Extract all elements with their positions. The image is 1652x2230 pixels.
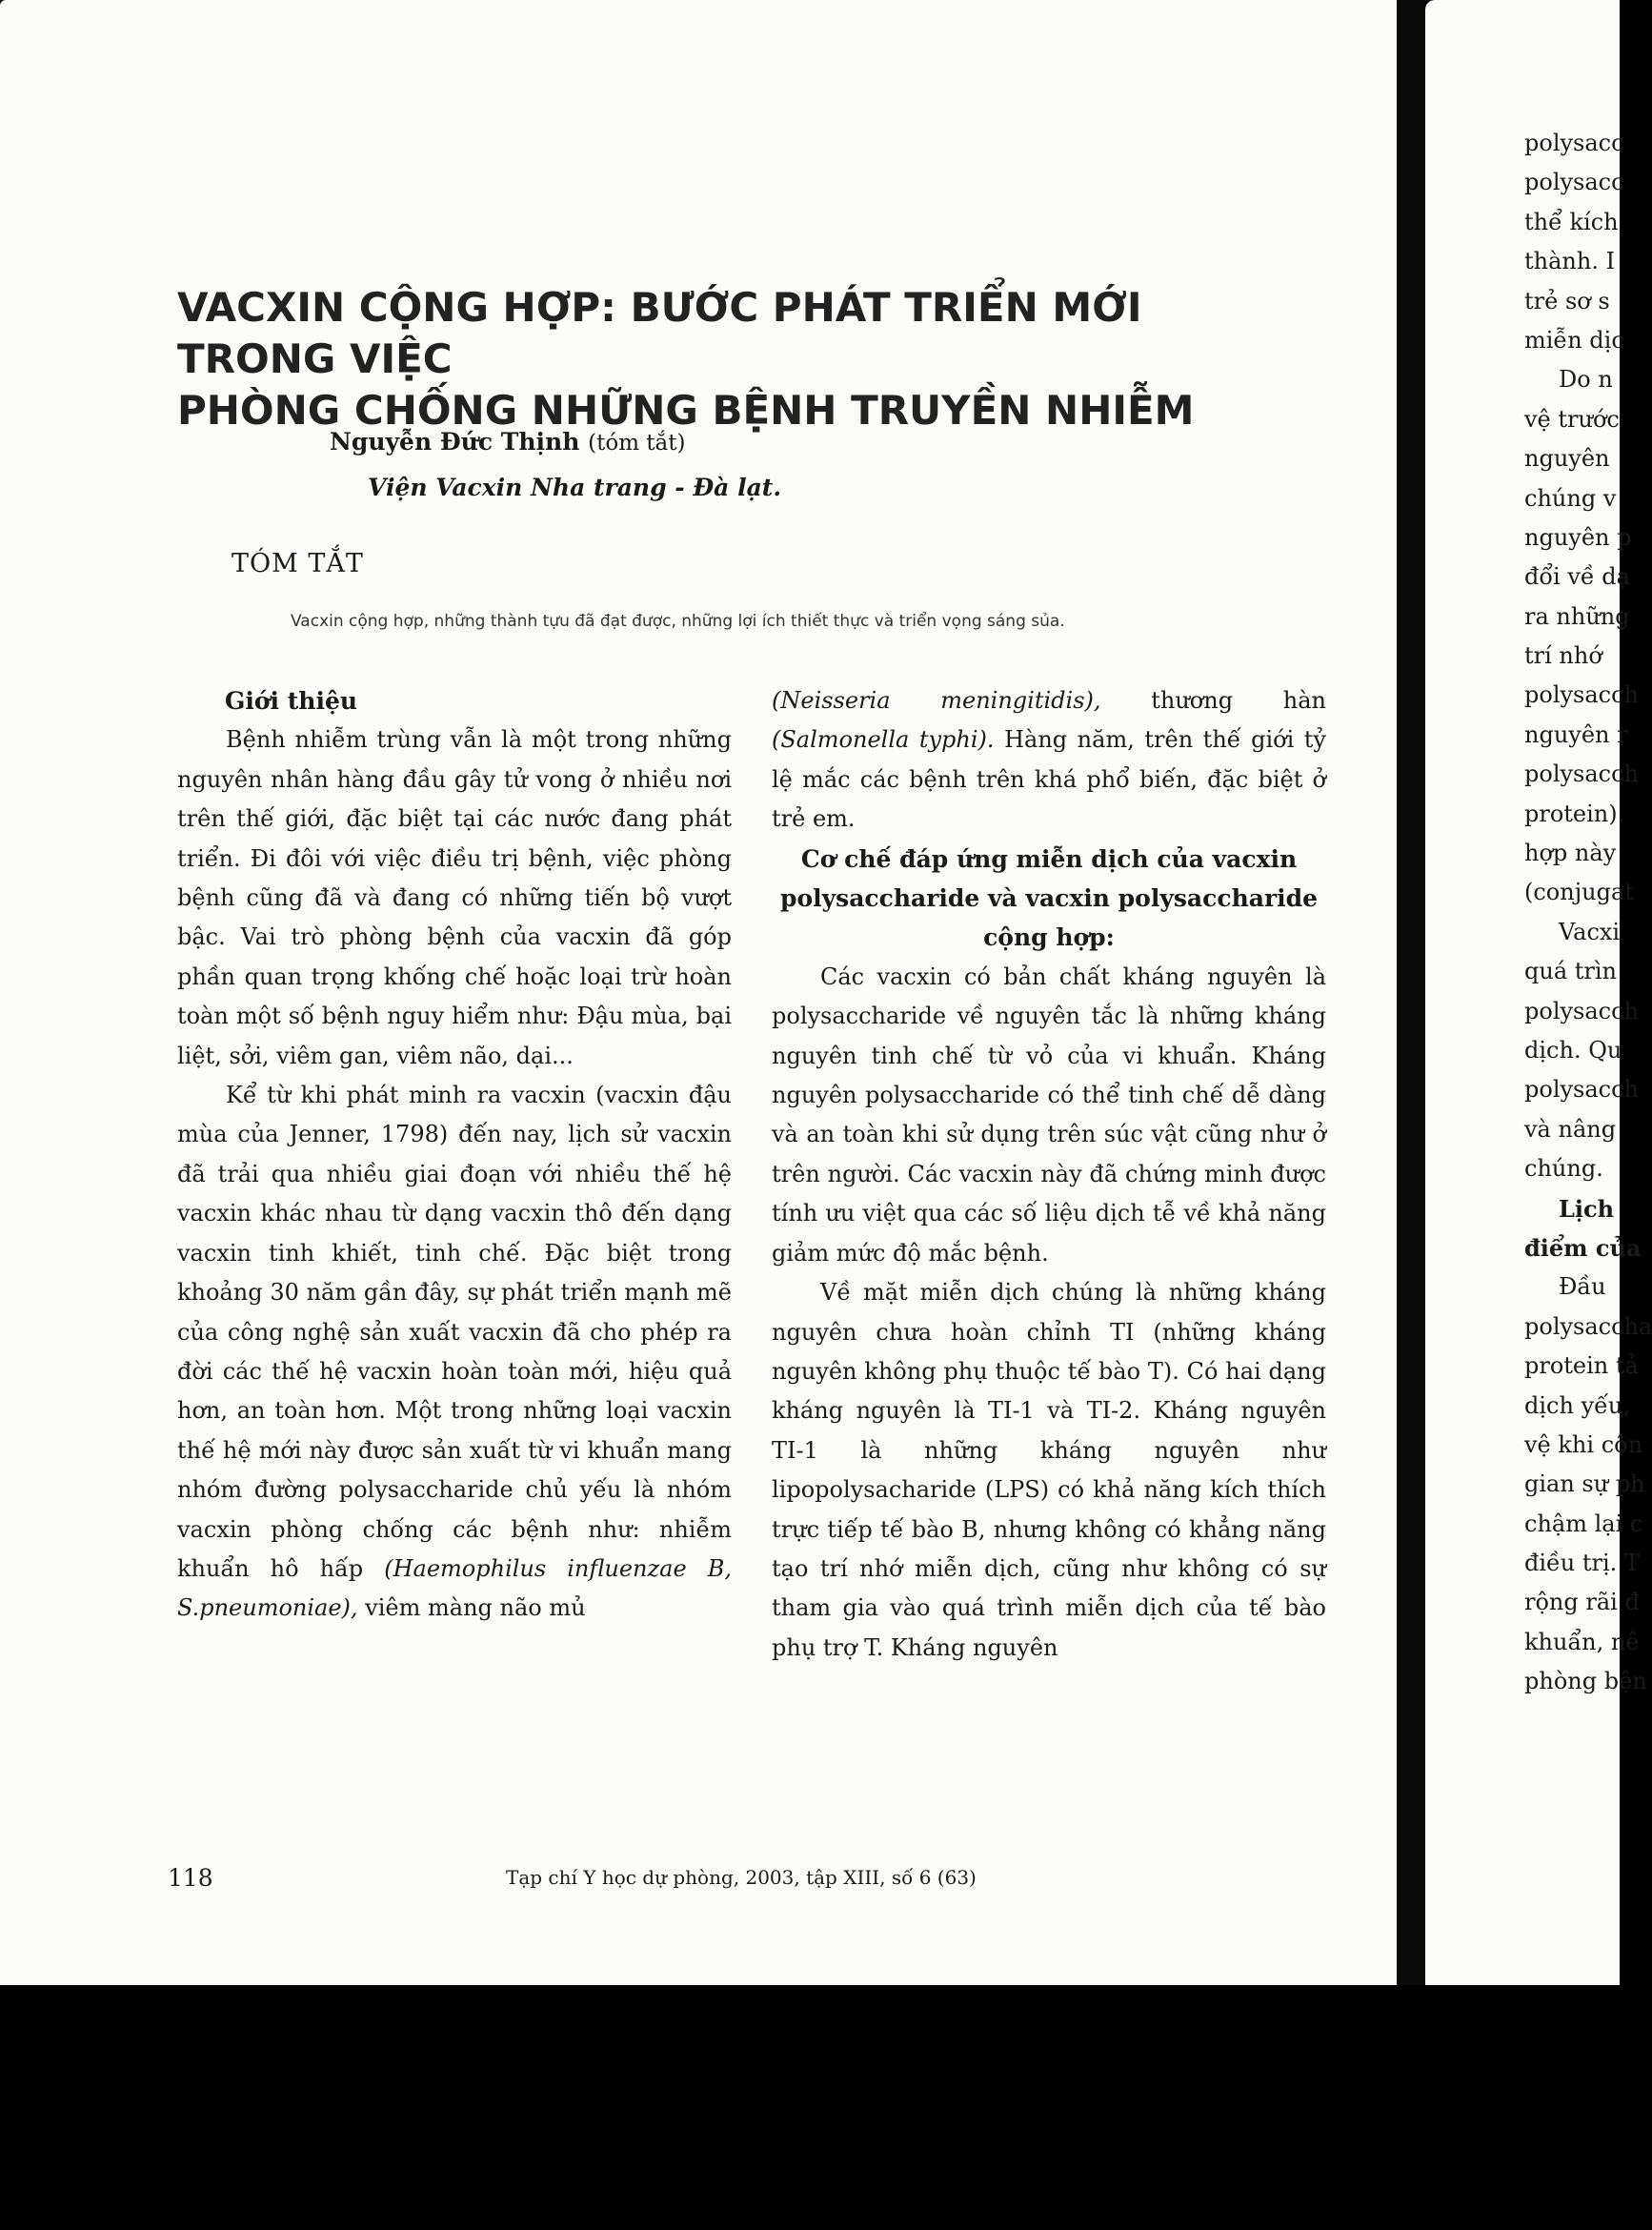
text-fragment: protein tả bbox=[1524, 1352, 1639, 1380]
text-fragment: chậm lại c bbox=[1524, 1510, 1643, 1537]
text-fragment: gian sự ph bbox=[1524, 1470, 1645, 1498]
text-fragment: khuẩn, nê bbox=[1524, 1628, 1640, 1655]
text-fragment: thể kích bbox=[1524, 208, 1619, 235]
species-name: (Salmonella typhi). bbox=[772, 726, 995, 754]
text-fragment: chúng v bbox=[1524, 484, 1617, 512]
text-fragment: polysacc bbox=[1524, 169, 1624, 196]
text-fragment: dịch yếu, bbox=[1524, 1391, 1630, 1419]
left-column bbox=[177, 681, 732, 1629]
text-fragment: chúng. bbox=[1524, 1155, 1603, 1183]
affiliation: Viện Vacxin Nha trang - Đà lạt. bbox=[368, 474, 782, 501]
text-fragment: điều trị. T bbox=[1524, 1550, 1640, 1577]
text-fragment: miễn dịc bbox=[1524, 326, 1624, 354]
paragraph-text: viêm màng não mủ bbox=[357, 1594, 586, 1622]
text-fragment: phòng bện bbox=[1524, 1668, 1647, 1695]
text-fragment: Do n bbox=[1559, 366, 1613, 394]
section-heading-mechanism: Cơ chế đáp ứng miễn dịch của vacxin polysaccharide và vacxin polysaccharide cộng hợp: bbox=[779, 844, 1318, 952]
paragraph-text: thương hàn bbox=[1100, 687, 1327, 714]
paragraph bbox=[177, 1076, 732, 1629]
text-fragment: polysacch bbox=[1524, 681, 1640, 709]
right-page bbox=[1425, 0, 1652, 1985]
text-fragment: ra những bbox=[1524, 602, 1630, 630]
abstract-text: Vacxin cộng hợp, những thành tựu đã đạt được, những lợi ích thiết thực và triển vọng sáng sủa. bbox=[291, 612, 1065, 631]
text-fragment: Đầu bbox=[1559, 1273, 1606, 1301]
journal-citation: Tạp chí Y học dự phòng, 2003, tập XIII, số 6 (63) bbox=[506, 1866, 977, 1889]
author-name bbox=[330, 428, 685, 456]
paragraph-text: Kể từ khi phát minh ra vacxin (vacxin đậu mùa của Jenner, 1798) đến nay, lịch sử vacxin đã trải qua nhiều giai đoạn với nhiều thế hệ vacxin khác nhau từ dạng vacxin thô đến dạng vacxin tinh khiết, tinh chế. Đặc biệt trong khoảng 30 năm gần đây, sự phát triển mạnh mẽ của công nghệ sản xuất vacxin đã cho phép ra đời các thế hệ vacxin hoàn toàn mới, hiệu quả hơn, an toàn hơn. Một trong những loại vacxin thế hệ mới này được sản xuất từ vi khuẩn mang nhóm đường polysaccharide chủ yếu là nhóm vacxin phòng chống các bệnh như: nhiễm khuẩn hô hấp bbox=[177, 1082, 732, 1582]
text-fragment: điểm của bbox=[1524, 1233, 1642, 1262]
middle-column bbox=[772, 681, 1326, 1668]
right-column-fragments bbox=[1524, 124, 1652, 1702]
title-line-2: PHÒNG CHỐNG NHỮNG BỆNH TRUYỀN NHIỄM bbox=[177, 387, 1195, 434]
paragraph: Các vacxin có bản chất kháng nguyên là polysaccharide về nguyên tắc là những kháng nguyên tinh chế từ vỏ của vi khuẩn. Kháng nguyên polysaccharide có thể tinh chế dễ dàng và an toàn khi sử dụng trên súc vật cũng như ở trên người. Các vacxin này đã chứng minh được tính ưu việt qua các số liệu dịch tễ về khả năng giảm mức độ mắc bệnh. bbox=[772, 963, 1326, 1267]
text-fragment: vệ khi cộn bbox=[1524, 1430, 1643, 1458]
text-fragment: vệ trước bbox=[1524, 405, 1620, 433]
author-note: (tóm tắt) bbox=[588, 431, 686, 456]
abstract-heading: TÓM TẮT bbox=[232, 549, 364, 578]
article-title bbox=[177, 282, 1301, 436]
text-fragment: nguyên r bbox=[1524, 720, 1628, 748]
page-gutter bbox=[1397, 0, 1425, 1985]
species-names: (Haemophilus influenzae B, S.pneumoniae), bbox=[177, 1554, 732, 1622]
text-fragment: polysaccha bbox=[1524, 1312, 1652, 1340]
title-line-1: VACXIN CỘNG HỢP: BƯỚC PHÁT TRIỂN MỚI TRONG VIỆC bbox=[177, 284, 1142, 382]
page-number: 118 bbox=[168, 1864, 213, 1892]
text-fragment: rộng rãi đ bbox=[1524, 1589, 1640, 1616]
text-fragment: dịch. Qu bbox=[1524, 1036, 1622, 1064]
paragraph bbox=[772, 681, 1326, 840]
text-fragment: polysacc bbox=[1524, 130, 1624, 156]
species-name: (Neisseria meningitidis), bbox=[772, 687, 1101, 714]
text-fragment: (conjugat bbox=[1524, 879, 1634, 906]
paragraph: Về mặt miễn dịch chúng là những kháng nguyên chưa hoàn chỉnh TI (những kháng nguyên không phụ thuộc tế bào T). Có hai dạng kháng nguyên là TI-1 và TI-2. Kháng nguyên TI-1 là những kháng nguyên như lipopolysacharide (LPS) có khả năng kích thích trực tiếp tế bào B, nhưng không có khẳng năng tạo trí nhớ miễn dịch, cũng như không có sự tham gia vào quá trình miễn dịch của tế bào phụ trợ T. Kháng nguyên bbox=[772, 1279, 1326, 1661]
text-fragment: nguyên p bbox=[1524, 523, 1632, 551]
section-heading-intro: Giới thiệu bbox=[225, 687, 358, 715]
text-fragment: nguyên bbox=[1524, 445, 1610, 473]
text-fragment: quá trìn bbox=[1524, 958, 1618, 985]
text-fragment: thành. I bbox=[1524, 248, 1616, 275]
text-fragment: đổi về dạ bbox=[1524, 563, 1630, 591]
text-fragment: trí nhớ bbox=[1524, 642, 1602, 670]
text-fragment: protein). bbox=[1524, 800, 1625, 827]
text-fragment: polysacch bbox=[1524, 760, 1640, 788]
text-fragment: Vacxi bbox=[1559, 918, 1621, 945]
paragraph-text: Hàng năm, trên thế giới tỷ lệ mắc các bệnh trên khá phổ biến, đặc biệt ở trẻ em. bbox=[772, 726, 1326, 833]
text-fragment: và nâng bbox=[1524, 1115, 1617, 1143]
author: Nguyễn Đức Thịnh bbox=[330, 428, 580, 456]
paragraph: Bệnh nhiễm trùng vẫn là một trong những nguyên nhân hàng đầu gây tử vong ở nhiều nơi trên thế giới, đặc biệt tại các nước đang phát triển. Đi đôi với việc điều trị bệnh, việc phòng bệnh cũng đã và đang có những tiến bộ vượt bậc. Vai trò phòng bệnh của vacxin đã góp phần quan trọng khống chế hoặc loại trừ hoàn toàn một số bệnh nguy hiểm như: Đậu mùa, bại liệt, sởi, viêm gan, viêm não, dại... bbox=[177, 726, 732, 1069]
text-fragment: Lịch bbox=[1559, 1194, 1615, 1223]
text-fragment: polysacch bbox=[1524, 997, 1640, 1024]
text-fragment: polysacch bbox=[1524, 1076, 1640, 1104]
text-fragment: hợp này bbox=[1524, 840, 1617, 867]
text-fragment: trẻ sơ s bbox=[1524, 287, 1610, 314]
